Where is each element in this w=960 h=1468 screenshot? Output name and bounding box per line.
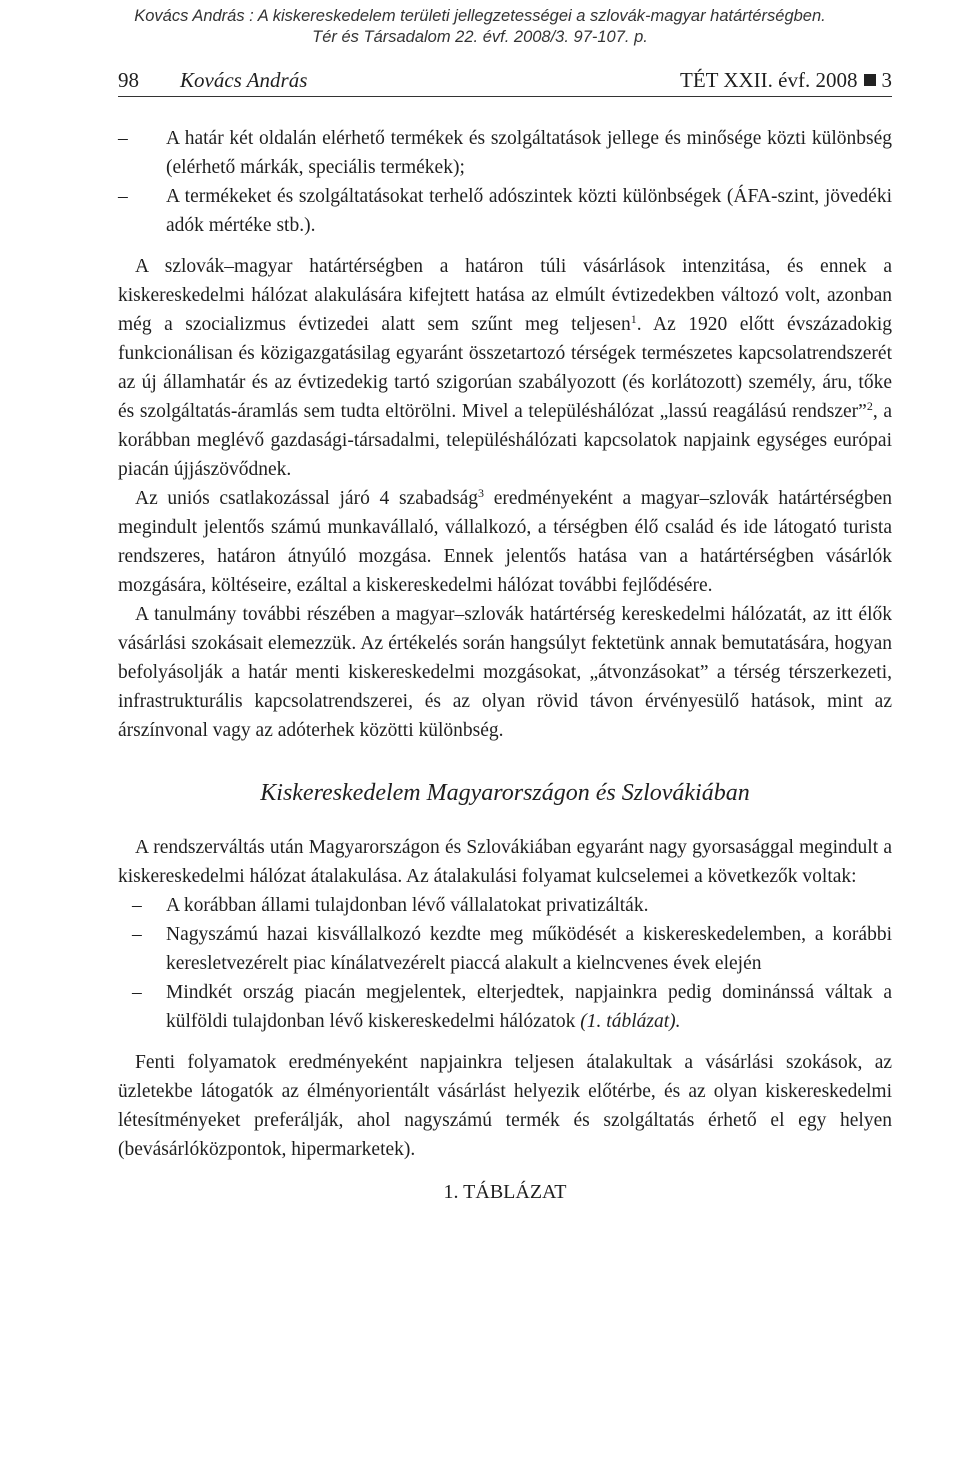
square-bullet-icon	[864, 74, 876, 86]
paragraph-text: Az uniós csatlakozással járó 4 szabadság	[135, 488, 479, 509]
intro-bullet-list	[118, 124, 892, 240]
list-item: – A határ két oldalán elérhető termékek és szolgáltatások jellege és minősége közti különbség (elérhető márkák, speciális termékek);	[118, 124, 892, 182]
journal-title: TÉT XXII. évf. 2008	[680, 68, 858, 92]
table-title: 1. TÁBLÁZAT	[443, 1181, 567, 1203]
citation-line-2: Tér és Társadalom 22. évf. 2008/3. 97-107. p.	[312, 28, 648, 46]
paragraph-text: . Az 1920 előtt évszázadokig funkcionálisan és közigazgatásilag egyaránt összetartozó térségek természetes kapcsolatrendszerét az új államhatár és az évtizedekig tartó szigorúan szabályozott (és korlátozott) személy, áru, tőke és szolgáltatás-áramlás sem tudta eltörölni. Mivel a településhálózat „lassú reagálású rendszer”	[118, 314, 892, 422]
paragraph-4: A rendszerváltás után Magyarországon és Szlovákiában egyaránt nagy gyorsasággal megindult a kiskereskedelmi hálózat átalakulása. Az átalakulási folyamat kulcselemei a következők voltak:	[118, 837, 892, 887]
spacer	[118, 1036, 892, 1048]
citation-line-1: Kovács András : A kiskereskedelem területi jellegzetességei a szlovák-magyar határtérségben.	[134, 7, 826, 25]
list-item	[118, 978, 892, 1036]
paragraph-1	[118, 252, 892, 484]
running-header	[118, 66, 892, 97]
list-item: – A termékeket és szolgáltatásokat terhelő adószintek közti különbségek (ÁFA-szint, jövedéki adók mértéke stb.).	[118, 182, 892, 240]
table-reference: (1. táblázat).	[580, 1011, 681, 1032]
paragraph-text: A szlovák–magyar határtérségben a határon túli vásárlások intenzitása, és ennek a kiskereskedelmi hálózat alakulására kifejtett hatása az elmúlt évtizedekben változó volt, azonban még a szocializmus évtizedei alatt sem szűnt meg teljesen	[118, 256, 892, 335]
footnote-ref-1: 1	[630, 312, 637, 326]
paragraph-text: eredményeként a magyar–szlovák határtérségben megindult jelentős számú munkavállaló, vállalkozó, a térségben élő család és ide látogató turista rendszeres, határon átnyúló mozgása. Ennek jelentős hatása van a határtérségben vásárlók mozgására, költéseire, ezáltal a kiskereskedelmi hálózat további fejlődésére.	[118, 488, 893, 596]
spacer	[118, 240, 892, 252]
citation-header	[0, 6, 960, 48]
journal-info	[680, 68, 892, 93]
page-number: 98	[118, 68, 139, 92]
section-heading: Kiskereskedelem Magyarországon és Szlovákiában	[260, 780, 750, 806]
footnote-ref-3: 3	[478, 486, 485, 500]
list-item-text: Mindkét ország piacán megjelentek, elterjedtek, napjainkra pedig dominánssá váltak a külföldi tulajdonban lévő kiskereskedelmi hálózatok	[166, 982, 892, 1032]
paragraph-text: , a korábban meglévő gazdasági-társadalmi, településhálózati kapcsolatok napjaink egységes európai piacán újjászövődnek.	[118, 401, 893, 480]
issue-number: 3	[881, 68, 892, 92]
list-item: – A korábban állami tulajdonban lévő vállalatokat privatizálták.	[118, 891, 892, 920]
running-author: Kovács András	[180, 68, 308, 92]
article-body	[118, 124, 892, 1207]
paragraph-2	[118, 484, 892, 600]
paragraph-3: A tanulmány további részében a magyar–szlovák határtérség kereskedelmi hálózatát, az itt élők vásárlási szokásait elemezzük. Az értékelés során hangsúlyt fektetünk annak bemutatására, hogyan befolyásolják a határ menti kiskereskedelmi mozgásokat, „átvonzásokat” a térség térszerkezeti, infrastrukturális kapcsolatrendszerei, és az olyan rövid távon érvényesülő hatások, mint az árszínvonal vagy az adóterhek közötti különbség.	[118, 604, 892, 741]
footnote-ref-2: 2	[866, 399, 873, 413]
paragraph-5: Fenti folyamatok eredményeként napjainkra teljesen átalakultak a vásárlási szokások, az üzletekbe látogatók az élményorientált vásárlást helyezik előtérbe, és az olyan kiskereskedelmi létesítményeket preferálják, ahol nagyszámú termék és szolgáltatás érhető el egy helyen (bevásárlóközpontok, hipermarketek).	[118, 1052, 892, 1160]
transformation-bullet-list	[118, 891, 892, 1036]
list-item: – Nagyszámú hazai kisvállalkozó kezdte meg működését a kiskereskedelemben, a korábbi keresletvezérelt piac kínálatvezérelt piaccá alakult a kielncvenes évek elején	[118, 920, 892, 978]
